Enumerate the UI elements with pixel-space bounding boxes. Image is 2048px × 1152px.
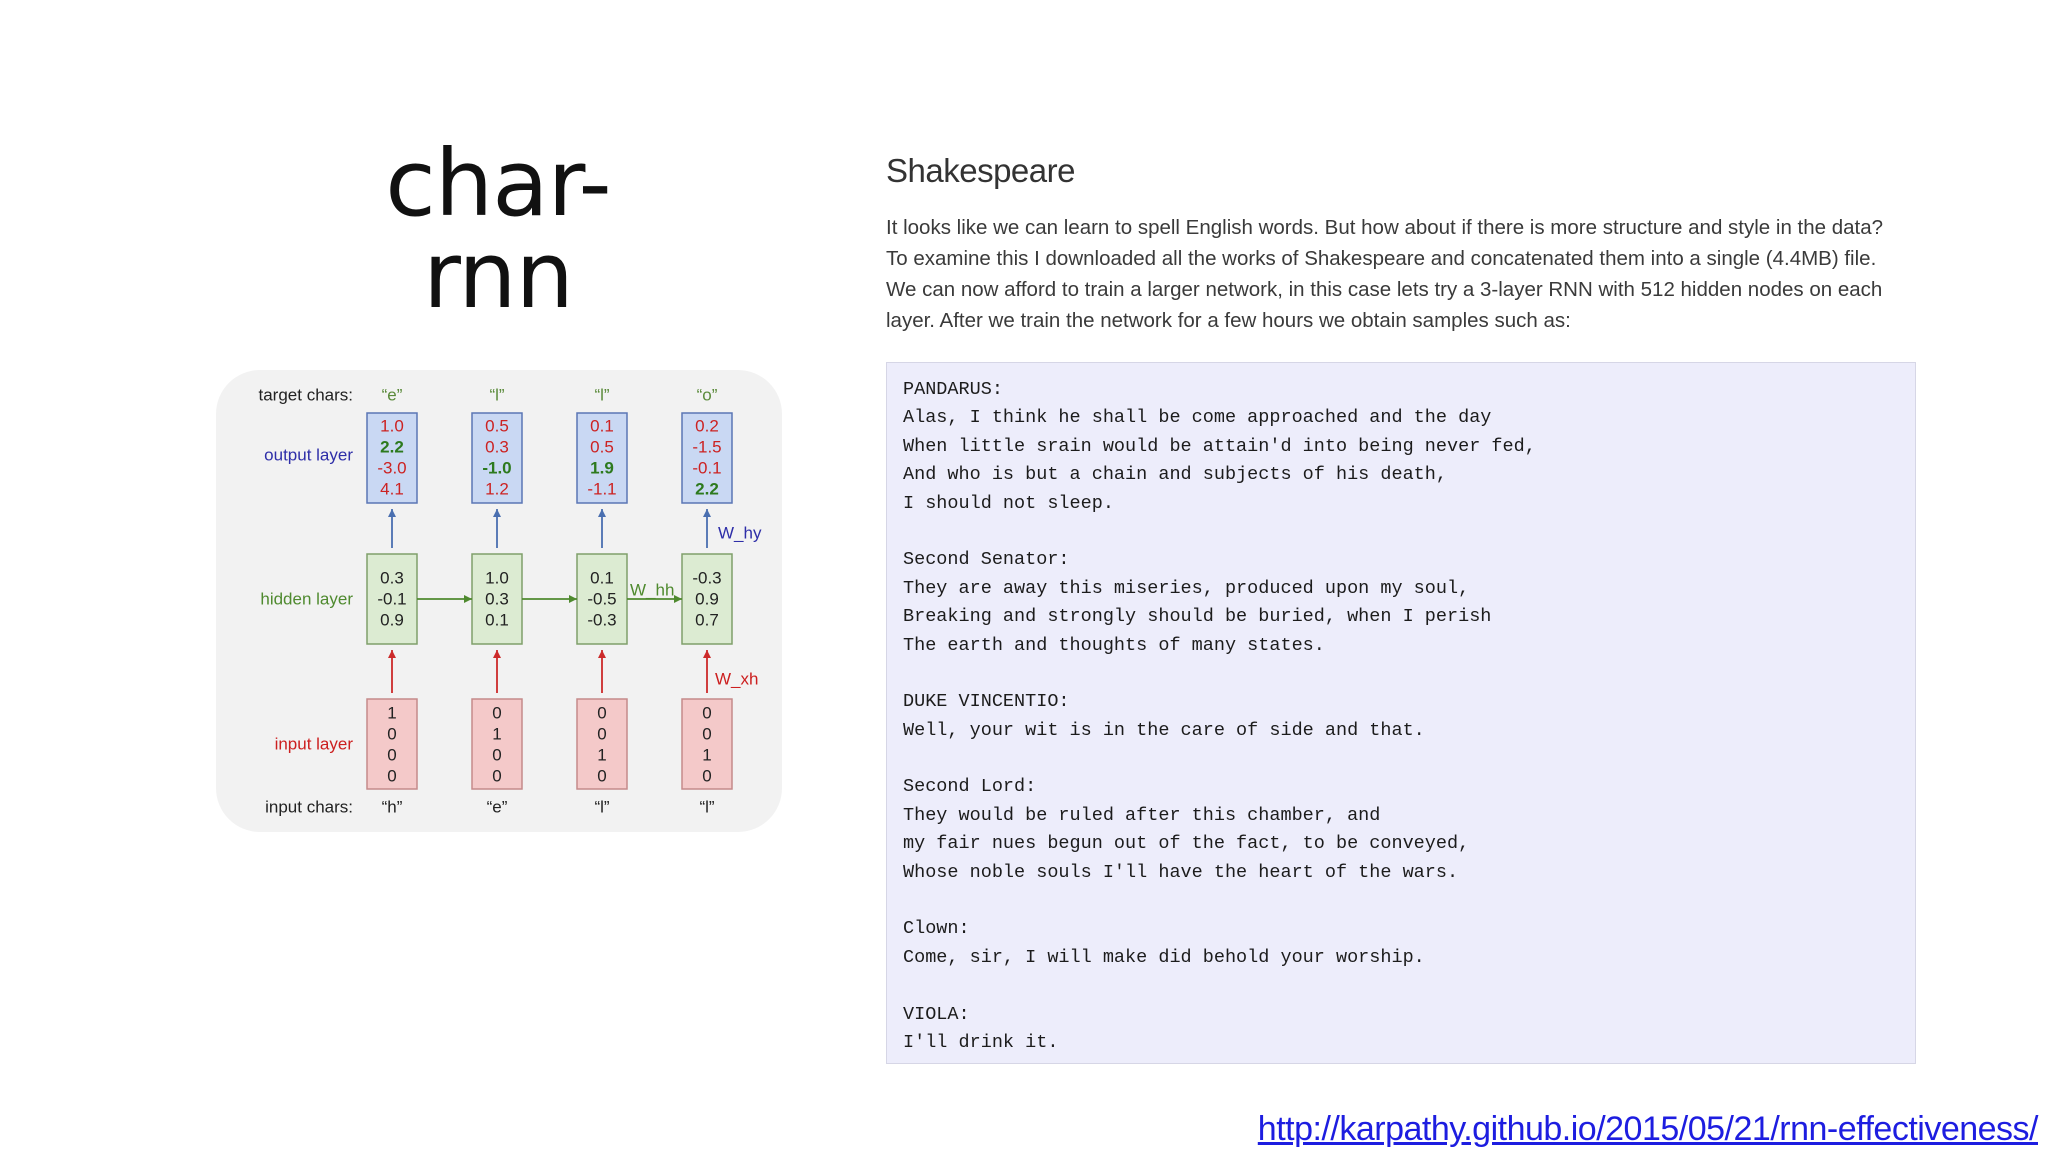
w-xh-label: W_xh: [715, 669, 759, 689]
output-value: -1.5: [692, 437, 722, 457]
sample-line: VIOLA:: [903, 1003, 970, 1025]
input-value: 0: [387, 724, 397, 744]
input-value: 0: [492, 766, 502, 786]
hidden-value: 0.9: [380, 610, 404, 630]
output-value: 1.2: [485, 479, 509, 499]
output-value: 2.2: [380, 437, 404, 457]
w-hy-label: W_hy: [718, 523, 762, 543]
sample-line: DUKE VINCENTIO:: [903, 691, 1070, 713]
output-value: 0.2: [695, 416, 719, 436]
input-value: 0: [597, 703, 607, 723]
input-value: 0: [492, 745, 502, 765]
input-value: 0: [702, 703, 712, 723]
sample-line: [903, 745, 1899, 773]
sample-line: They are away this miseries, produced upon my soul,: [903, 577, 1470, 599]
w-hh-label: W_hh: [630, 580, 675, 600]
input-value: 1: [702, 745, 712, 765]
sample-line: Whose noble souls I'll have the heart of the wars.: [903, 861, 1459, 883]
article-paragraph: [886, 212, 1926, 336]
sample-line: Alas, I think he shall be come approached and the day: [903, 407, 1492, 429]
sample-line: I'll drink it.: [903, 1031, 1059, 1053]
input-value: 1: [597, 745, 607, 765]
sample-line: [903, 887, 1899, 915]
paragraph-line: We can now afford to train a larger network, in this case lets try a 3-layer RNN with 512 hidden nodes on each: [886, 278, 1883, 301]
paragraph-line: layer. After we train the network for a few hours we obtain samples such as:: [886, 309, 1571, 332]
sample-line: Clown:: [903, 918, 970, 940]
hidden-value: 0.1: [485, 610, 509, 630]
hidden-value: -0.5: [587, 589, 617, 609]
hidden-value: -0.3: [692, 568, 722, 588]
output-value: -1.0: [482, 458, 512, 478]
sample-line: They would be ruled after this chamber, and: [903, 804, 1381, 826]
output-value: -3.0: [377, 458, 407, 478]
input-char: “h”: [381, 797, 403, 817]
input-value: 0: [597, 766, 607, 786]
output-value: 4.1: [380, 479, 404, 499]
source-link[interactable]: http://karpathy.github.io/2015/05/21/rnn-effectiveness/: [1257, 1110, 2038, 1148]
input-chars-label: input chars:: [265, 797, 353, 817]
hidden-layer-label: hidden layer: [260, 589, 353, 609]
target-char: “l”: [594, 385, 610, 405]
output-value: -0.1: [692, 458, 722, 478]
input-value: 0: [387, 745, 397, 765]
hidden-value: 0.3: [485, 589, 509, 609]
target-char: “e”: [381, 385, 403, 405]
input-layer-label: input layer: [274, 734, 353, 754]
hidden-value: -0.1: [377, 589, 407, 609]
input-value: 0: [597, 724, 607, 744]
sample-line: I should not sleep.: [903, 492, 1114, 514]
output-value: 0.5: [485, 416, 509, 436]
rnn-diagram: [210, 368, 788, 838]
target-char: “l”: [489, 385, 505, 405]
sample-code-block: [886, 362, 1916, 1064]
sample-line: [903, 660, 1899, 688]
input-value: 0: [387, 766, 397, 786]
input-value: 0: [492, 703, 502, 723]
input-char: “e”: [486, 797, 508, 817]
output-value: 1.9: [590, 458, 614, 478]
article-heading: Shakespeare: [886, 152, 1075, 189]
input-value: 0: [702, 724, 712, 744]
sample-line: PANDARUS:: [903, 379, 1003, 400]
sample-line: Second Lord:: [903, 776, 1037, 798]
sample-line: [903, 518, 1899, 546]
output-value: 0.1: [590, 416, 614, 436]
sample-line: Second Senator:: [903, 549, 1070, 571]
hidden-value: 0.7: [695, 610, 719, 630]
target-char: “o”: [696, 385, 718, 405]
output-value: 1.0: [380, 416, 404, 436]
input-value: 0: [702, 766, 712, 786]
input-char: “l”: [699, 797, 715, 817]
input-value: 1: [492, 724, 502, 744]
hidden-value: 0.3: [380, 568, 404, 588]
sample-line: And who is but a chain and subjects of his death,: [903, 464, 1447, 486]
paragraph-line: It looks like we can learn to spell English words. But how about if there is more structure and style in the data?: [886, 216, 1884, 239]
sample-line: my fair nues begun out of the fact, to be conveyed,: [903, 833, 1470, 855]
sample-line: The earth and thoughts of many states.: [903, 634, 1325, 656]
output-value: 0.3: [485, 437, 509, 457]
hidden-value: 1.0: [485, 568, 509, 588]
input-value: 1: [387, 703, 397, 723]
sample-line: [903, 972, 1899, 1000]
sample-line: Come, sir, I will make did behold your worship.: [903, 946, 1425, 968]
paragraph-line: To examine this I downloaded all the works of Shakespeare and concatenated them into a single (4.4MB) file.: [886, 247, 1877, 270]
sample-line: Well, your wit is in the care of side and that.: [903, 719, 1425, 741]
output-value: 0.5: [590, 437, 614, 457]
sample-line: When little srain would be attain'd into being never fed,: [903, 435, 1536, 457]
input-char: “l”: [594, 797, 610, 817]
hidden-value: 0.1: [590, 568, 614, 588]
target-chars-label: target chars:: [258, 385, 353, 405]
output-value: 2.2: [695, 479, 719, 499]
hidden-value: -0.3: [587, 610, 617, 630]
sample-line: Breaking and strongly should be buried, when I perish: [903, 606, 1492, 628]
output-value: -1.1: [587, 479, 617, 499]
slide-title: char-rnn: [385, 130, 611, 329]
hidden-value: 0.9: [695, 589, 719, 609]
output-layer-label: output layer: [264, 445, 353, 465]
